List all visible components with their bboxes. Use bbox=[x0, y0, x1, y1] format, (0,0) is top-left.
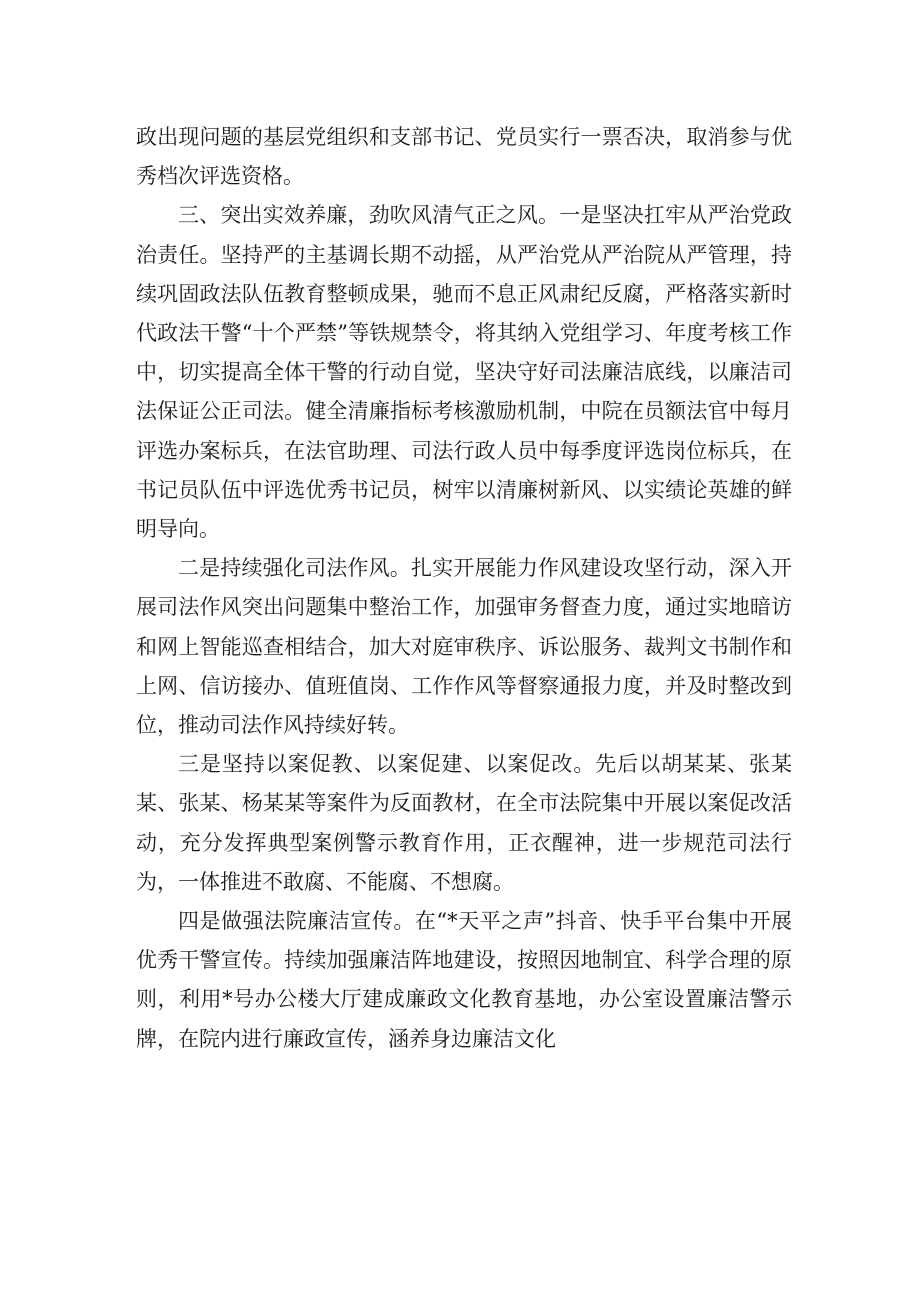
paragraph-integrity-publicity: 四是做强法院廉洁宣传。在“*天平之声”抖音、快手平台集中开展优秀干警宣传。持续加强廉洁阵地建设，按照因地制宜、科学合理的原则，利用*号办公楼大厅建成廉政文化教育基地，办公室设置廉洁警示牌，在院内进行廉政宣传，涵养身边廉洁文化 bbox=[136, 909, 792, 1051]
paragraph-continuation: 政出现问题的基层党组织和支部书记、党员实行一票否决，取消参与优秀档次评选资格。 bbox=[136, 125, 792, 189]
paragraph-judicial-style: 二是持续强化司法作风。扎实开展能力作风建设攻坚行动，深入开展司法作风突出问题集中整治工作，加强审务督查力度，通过实地暗访和网上智能巡查相结合，加大对庭审秩序、诉讼服务、裁判文书制作和上网、信访接办、值班值岗、工作作风等督察通报力度，并及时整改到位，推动司法作风持续好转。 bbox=[136, 556, 792, 738]
document-body bbox=[136, 118, 792, 1059]
paragraph-case-lessons: 三是坚持以案促教、以案促建、以案促改。先后以胡某某、张某某、张某、杨某某等案件为反面教材，在全市法院集中开展以案促改活动，充分发挥典型案例警示教育作用，正衣醒神，进一步规范司法行为，一体推进不敢腐、不能腐、不想腐。 bbox=[136, 752, 792, 894]
paragraph-section-three: 三、突出实效养廉，劲吹风清气正之风。一是坚决扛牢从严治党政治责任。坚持严的主基调长期不动摇，从严治党从严治院从严管理，持续巩固政法队伍教育整顿成果，驰而不息正风肃纪反腐，严格落实新时代政法干警“十个严禁”等铁规禁令，将其纳入党组学习、年度考核工作中，切实提高全体干警的行动自觉，坚决守好司法廉洁底线，以廉洁司法保证公正司法。健全清廉指标考核激励机制，中院在员额法官中每月评选办案标兵，在法官助理、司法行政人员中每季度评选岗位标兵，在书记员队伍中评选优秀书记员，树牢以清廉树新风、以实绩论英雄的鲜明导向。 bbox=[136, 203, 792, 542]
